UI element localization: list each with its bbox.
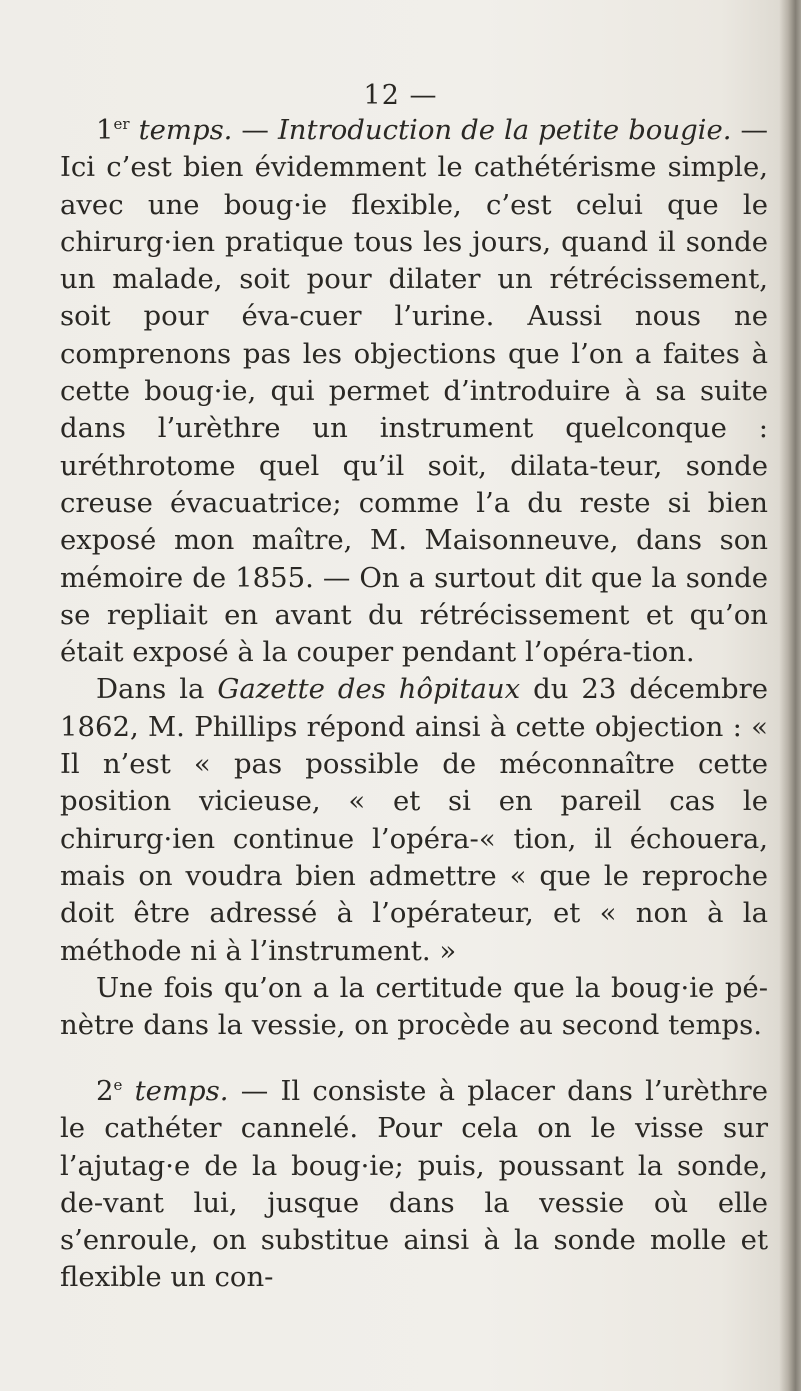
page-edge-shadow bbox=[779, 0, 801, 1391]
journal-title: Gazette des hôpitaux bbox=[217, 673, 521, 706]
page-number: 12 — bbox=[363, 80, 438, 111]
text-block-upper bbox=[60, 112, 768, 1044]
section-1-number: 1 bbox=[96, 114, 114, 146]
section-2-text: — Il consiste à placer dans l’urèthre le cathéter cannelé. Pour cela on le visse sur l’ajutag·e de la boug·ie; puis, poussant la sonde, de-vant lui, jusque dans la vessie où elle s’enroule, on substitue ainsi à la sonde molle et flexible un con- bbox=[60, 1075, 768, 1294]
section-2-label: temps. bbox=[134, 1075, 229, 1107]
quote-pre: Dans la bbox=[96, 673, 218, 706]
section-2-paragraph bbox=[60, 1073, 768, 1297]
section-2-number: 2 bbox=[96, 1075, 114, 1107]
quote-paragraph bbox=[60, 671, 768, 969]
section-1-superscript: er bbox=[113, 114, 130, 133]
section-1-title: Introduction de la petite bougie. bbox=[277, 114, 732, 146]
section-1-label: temps. bbox=[138, 114, 233, 146]
section-2-superscript: e bbox=[113, 1075, 123, 1094]
section-1-text: — Ici c’est bien évidemment le cathétérisme simple, avec une boug·ie flexible, c’est celui que le chirurg·ien pratique tous les jours, quand il sonde un malade, soit pour dilater un rétrécissement, soit pour éva-cuer l’urine. Aussi nous ne comprenons pas les objections que l’on a faites à cette boug·ie, qui permet d’introduire à sa suite dans l’urèthre un instrument quelconque : uréthrotome quel qu’il soit, dilata-teur, sonde creuse évacuatrice; comme l’a du reste si bien exposé mon maître, M. Maisonneuve, dans son mémoire de 1855. — On a surtout dit que la sonde se repliait en avant du rétrécissement et qu’on était exposé à la couper pendant l’opéra-tion. bbox=[60, 114, 768, 669]
section-1-paragraph bbox=[60, 112, 768, 671]
text-block-lower bbox=[60, 1073, 768, 1297]
quote-text: du 23 décembre 1862, M. Phillips répond ainsi à cette objection : « Il n’est « pas possible de méconnaître cette position vicieuse, « et si en pareil cas le chirurg·ien continue l’opéra-« tion, il échouera, mais on voudra bien admettre « que le reproche doit être adressé à l’opérateur, et « non à la méthode ni à l’instrument. » bbox=[60, 673, 769, 967]
section-1-dash: — bbox=[232, 114, 278, 146]
certitude-paragraph: Une fois qu’on a la certitude que la boug·ie pé-nètre dans la vessie, on procède au second temps. bbox=[60, 971, 768, 1042]
